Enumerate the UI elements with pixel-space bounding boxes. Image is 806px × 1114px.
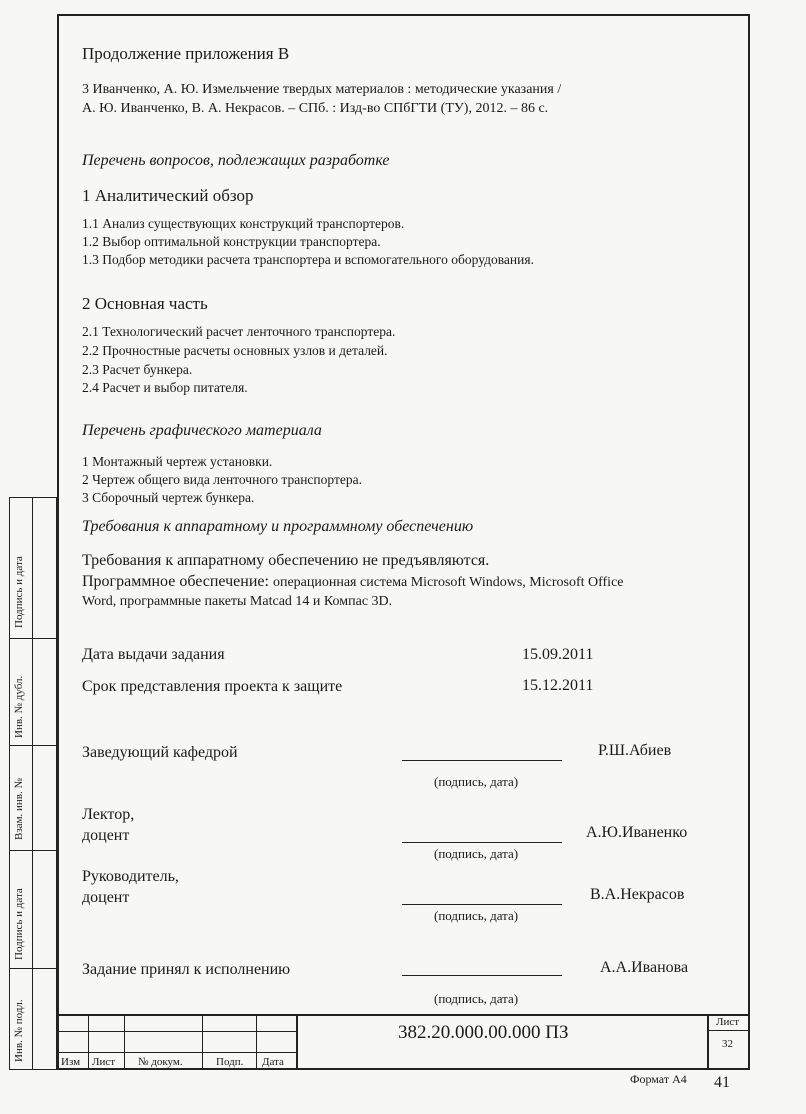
signature-line bbox=[402, 975, 562, 976]
list-item: 1.3 Подбор методики расчета транспортера и вспомогательного оборудования. bbox=[82, 252, 534, 267]
side-label-vzam-inv: Взам. инв. № bbox=[13, 778, 25, 840]
signature-role-title: доцент bbox=[82, 827, 130, 844]
signature-role: Лектор, bbox=[82, 806, 135, 823]
side-strip-divider bbox=[32, 497, 33, 1070]
requirements-hardware: Требования к аппаратному обеспечению не предъявляются. bbox=[82, 552, 490, 569]
side-label-inv-podl: Инв. № подл. bbox=[13, 999, 25, 1062]
signature-role: Заведующий кафедрой bbox=[82, 744, 238, 761]
deadline-value: 15.12.2011 bbox=[522, 677, 594, 694]
reference-line-2: А. Ю. Иванченко, В. А. Некрасов. – СПб. : Изд-во СПбГТИ (ТУ), 2012. – 86 с. bbox=[82, 101, 549, 116]
title-block-col-list: Лист bbox=[92, 1056, 116, 1068]
page-frame bbox=[57, 14, 750, 1070]
signature-name: В.А.Некрасов bbox=[590, 886, 685, 903]
questions-title: Перечень вопросов, подлежащих разработке bbox=[82, 152, 390, 169]
requirements-software bbox=[82, 573, 624, 591]
signature-line bbox=[402, 760, 562, 761]
requirements-software-text: операционная система Microsoft Windows, Microsoft Office bbox=[272, 575, 624, 590]
list-item: 2 Чертеж общего вида ленточного транспортера. bbox=[82, 472, 362, 487]
signature-caption: (подпись, дата) bbox=[434, 908, 519, 923]
section-heading-analytic: 1 Аналитический обзор bbox=[82, 186, 254, 205]
deadline-label: Срок представления проекта к защите bbox=[82, 678, 343, 695]
title-block-col-doc: № докум. bbox=[138, 1056, 183, 1068]
title-block-col-izm: Изм bbox=[61, 1056, 81, 1068]
list-item: 2.4 Расчет и выбор питателя. bbox=[82, 380, 248, 395]
side-label-inv-dubl: Инв. № дубл. bbox=[13, 675, 25, 738]
sheet-label: Лист bbox=[716, 1016, 740, 1028]
list-item: 3 Сборочный чертеж бункера. bbox=[82, 490, 255, 505]
signature-caption: (подпись, дата) bbox=[434, 846, 519, 861]
signature-line bbox=[402, 842, 562, 843]
signature-name: А.А.Иванова bbox=[600, 959, 689, 976]
graphics-title: Перечень графического материала bbox=[82, 422, 322, 439]
list-item: 2.3 Расчет бункера. bbox=[82, 362, 193, 377]
requirements-software-continued: Word, программные пакеты Matcad 14 и Компас 3D. bbox=[82, 594, 393, 609]
signature-name: А.Ю.Иваненко bbox=[586, 824, 688, 841]
side-label-podpis-data-bottom: Подпись и дата bbox=[13, 888, 25, 960]
side-strip-row-divider bbox=[9, 850, 57, 851]
requirements-title: Требования к аппаратному и программному обеспечению bbox=[82, 518, 474, 535]
signature-line bbox=[402, 904, 562, 905]
format-label: Формат А4 bbox=[630, 1072, 687, 1086]
reference-line-1: 3 Иванченко, А. Ю. Измельчение твердых материалов : методические указания / bbox=[82, 82, 562, 97]
side-strip-row-divider bbox=[9, 968, 57, 969]
issue-date-label: Дата выдачи задания bbox=[82, 646, 225, 663]
document-code: 382.20.000.00.000 ПЗ bbox=[398, 1022, 569, 1043]
issue-date-value: 15.09.2011 bbox=[522, 646, 594, 663]
signature-name: Р.Ш.Абиев bbox=[598, 742, 672, 759]
signature-role: Руководитель, bbox=[82, 868, 179, 885]
side-strip-row-divider bbox=[9, 638, 57, 639]
title-block-col-podp: Подп. bbox=[216, 1056, 244, 1068]
sheet-number: 32 bbox=[722, 1038, 733, 1050]
side-strip-row-divider bbox=[9, 745, 57, 746]
title-block-col-data: Дата bbox=[262, 1056, 284, 1068]
requirements-software-label: Программное обеспечение: bbox=[82, 573, 269, 590]
list-item: 2.1 Технологический расчет ленточного транспортера. bbox=[82, 324, 396, 339]
signature-caption: (подпись, дата) bbox=[434, 991, 519, 1006]
side-label-podpis-data-top: Подпись и дата bbox=[13, 556, 25, 628]
list-item: 2.2 Прочностные расчеты основных узлов и деталей. bbox=[82, 343, 388, 358]
signature-role: Задание принял к исполнению bbox=[82, 961, 291, 978]
list-item: 1 Монтажный чертеж установки. bbox=[82, 454, 273, 469]
signature-caption: (подпись, дата) bbox=[434, 774, 519, 789]
list-item: 1.1 Анализ существующих конструкций транспортеров. bbox=[82, 216, 405, 231]
list-item: 1.2 Выбор оптимальной конструкции транспортера. bbox=[82, 234, 381, 249]
page-number: 41 bbox=[714, 1074, 730, 1091]
signature-role-title: доцент bbox=[82, 889, 130, 906]
section-heading-main: 2 Основная часть bbox=[82, 294, 208, 313]
appendix-header: Продолжение приложения В bbox=[82, 44, 290, 63]
